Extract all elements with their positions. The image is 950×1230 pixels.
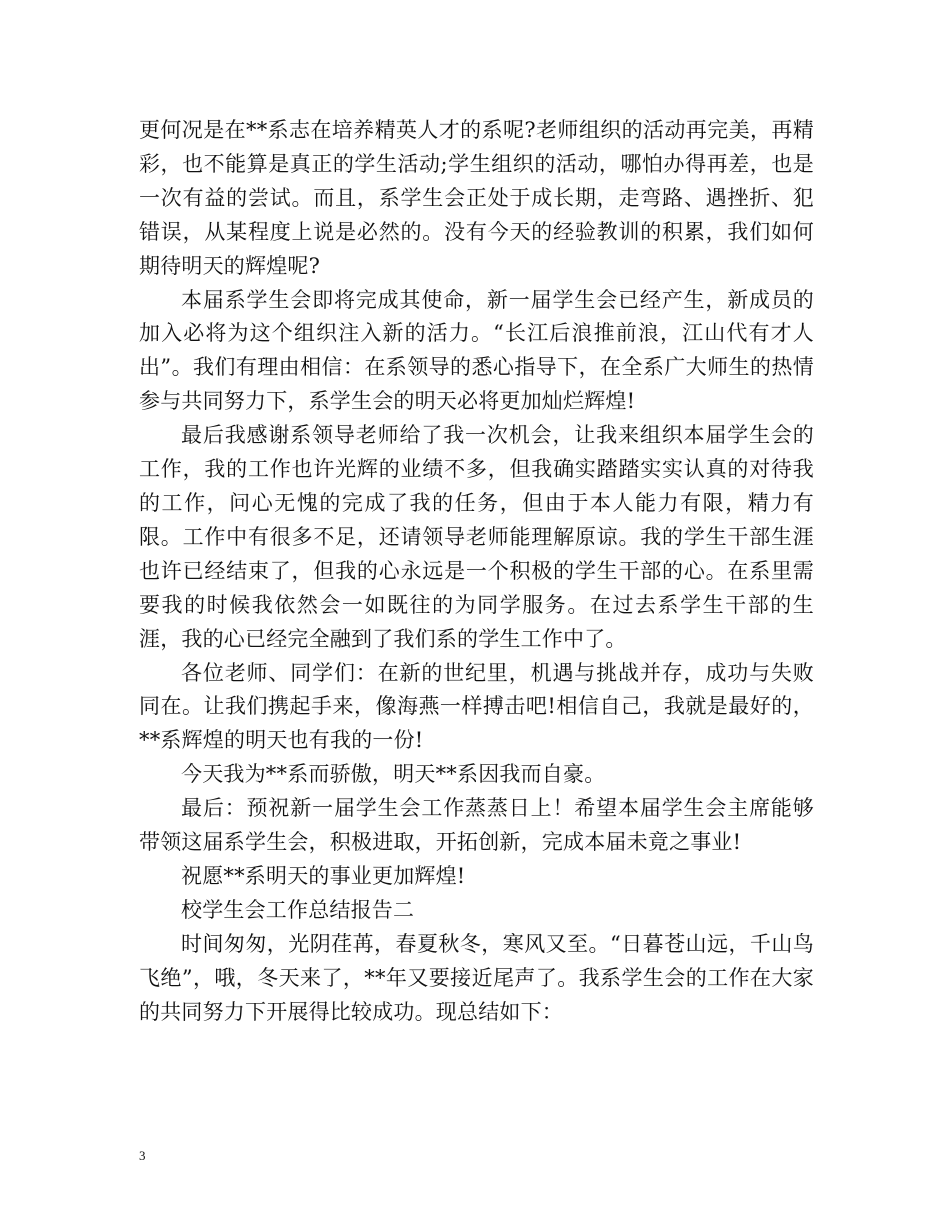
page-number: 3 <box>139 1148 146 1163</box>
paragraph-1: 更何况是在**系志在培养精英人才的系呢?老师组织的活动再完美，再精彩，也不能算是真正的学生活动;学生组织的活动，哪怕办得再差，也是一次有益的尝试。而且，系学生会正处于成长期，走弯路、遇挫折、犯错误，从某程度上说是必然的。没有今天的经验教训的积累，我们如何期待明天的辉煌呢? <box>139 118 814 278</box>
paragraph-3: 最后我感谢系领导老师给了我一次机会，让我来组织本届学生会的工作，我的工作也许光辉的业绩不多，但我确实踏踏实实认真的对待我的工作，问心无愧的完成了我的任务，但由于本人能力有限，精力有限。工作中有很多不足，还请领导老师能理解原谅。我的学生干部生涯也许已经结束了，但我的心永远是一个积极的学生干部的心。在系里需要我的时候我依然会一如既往的为同学服务。在过去系学生干部的生涯，我的心已经完全融到了我们系的学生工作中了。 <box>139 423 814 651</box>
paragraph-8: 时间匆匆，光阴荏苒，春夏秋冬，寒风又至。“日暮苍山远，千山鸟飞绝”，哦，冬天来了，**年又要接近尾声了。我系学生会的工作在大家的共同努力下开展得比较成功。现总结如下： <box>139 931 814 1024</box>
paragraph-6: 最后：预祝新一届学生会工作蒸蒸日上！希望本届学生会主席能够带领这届系学生会，积极进取，开拓创新，完成本届未竟之事业! <box>139 796 814 855</box>
paragraph-7: 祝愿**系明天的事业更加辉煌! <box>181 863 466 888</box>
paragraph-5: 今天我为**系而骄傲，明天**系因我而自豪。 <box>181 762 606 787</box>
paragraph-2: 本届系学生会即将完成其使命，新一届学生会已经产生，新成员的加入必将为这个组织注入新的活力。“长江后浪推前浪，江山代有才人出”。我们有理由相信：在系领导的悉心指导下，在全系广大师生的热情参与共同努力下，系学生会的明天必将更加灿烂辉煌! <box>139 287 814 414</box>
document-body <box>139 114 814 1029</box>
paragraph-4: 各位老师、同学们：在新的世纪里，机遇与挑战并存，成功与失败同在。让我们携起手来，像海燕一样搏击吧!相信自己，我就是最好的，**系辉煌的明天也有我的一份! <box>139 660 814 753</box>
section-heading: 校学生会工作总结报告二 <box>181 897 415 922</box>
